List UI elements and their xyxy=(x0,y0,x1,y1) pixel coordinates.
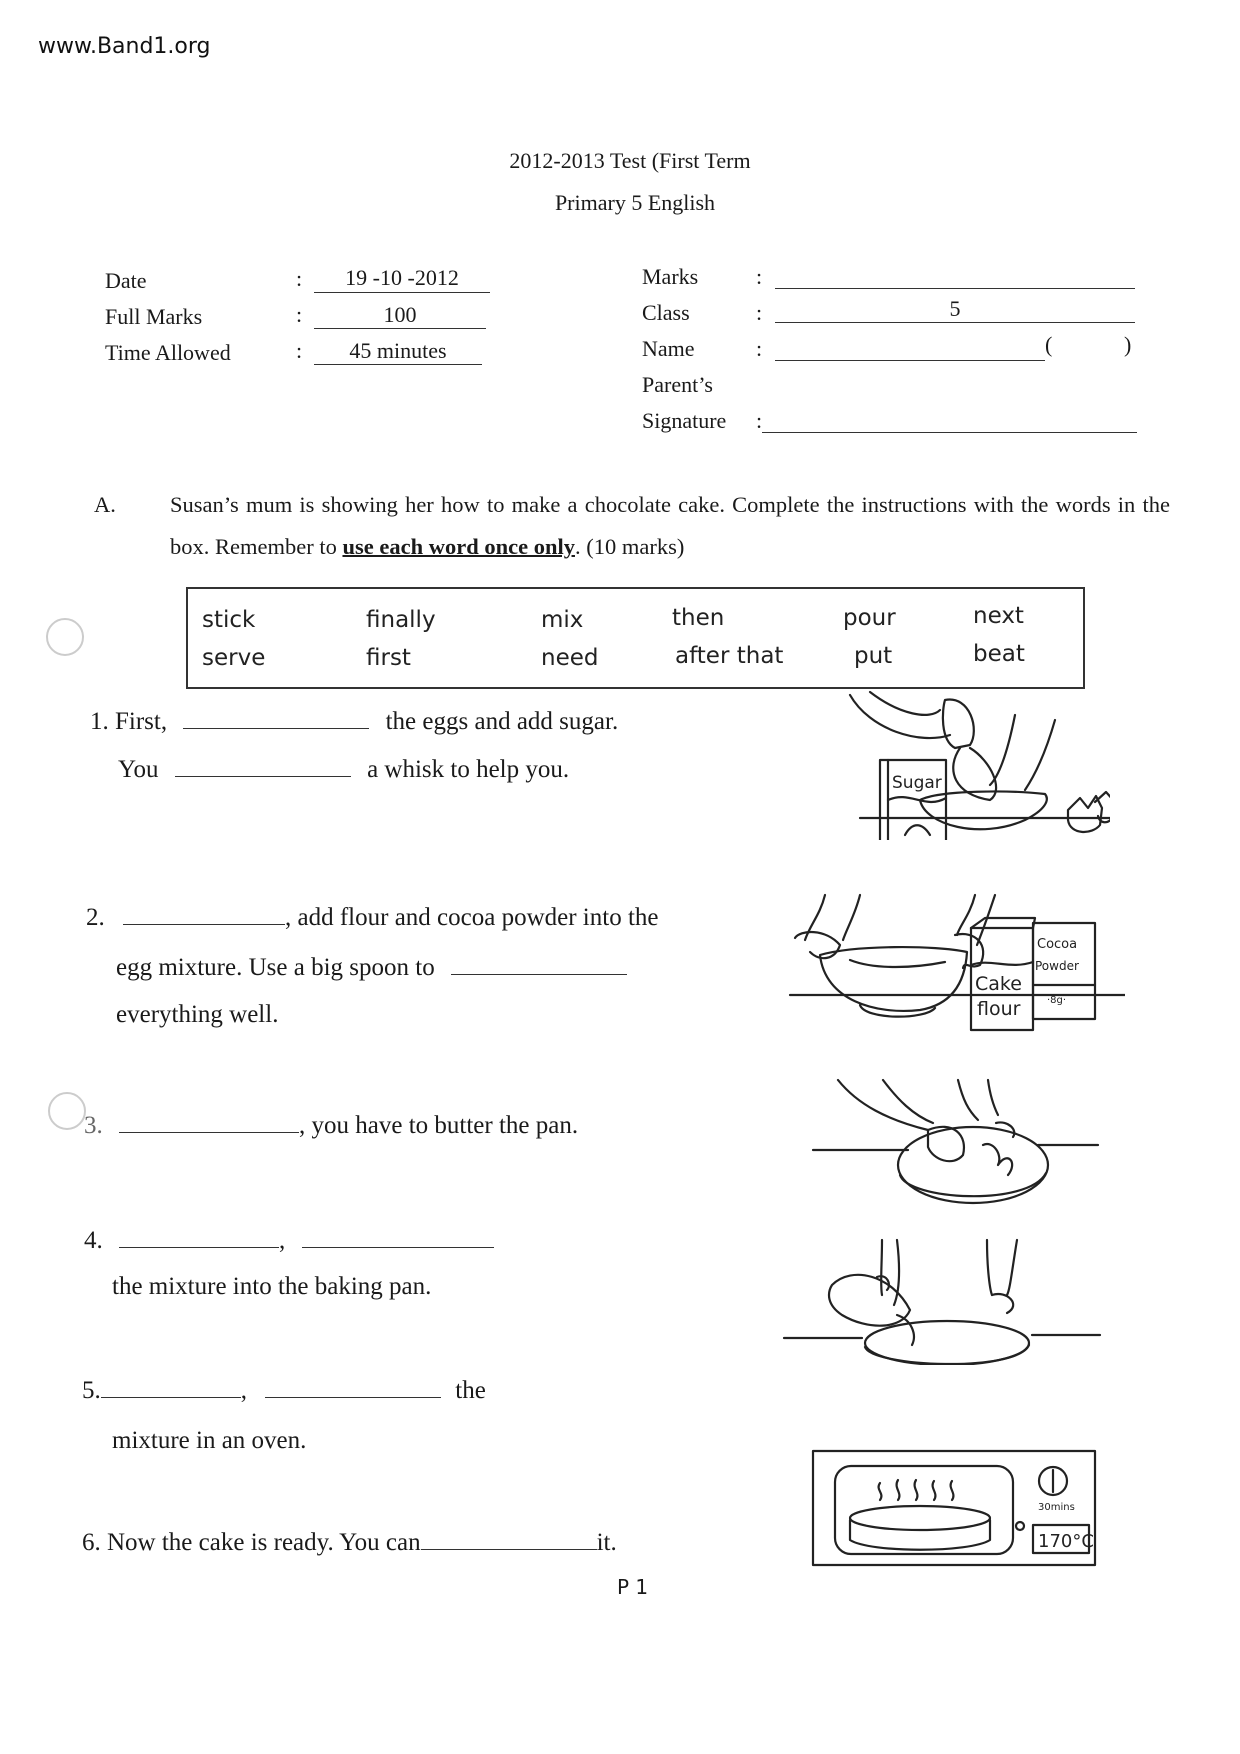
answer-blank-5[interactable] xyxy=(119,1110,299,1133)
cocoa-label-2: Powder xyxy=(1035,959,1079,973)
name-label: Name xyxy=(642,336,695,361)
question-number: 1. xyxy=(90,708,109,735)
question-2-line-3: everything well. xyxy=(116,1001,279,1028)
comma: , xyxy=(279,1227,286,1254)
cocoa-weight: ·8g· xyxy=(1047,995,1067,1006)
section-a-text xyxy=(170,484,1170,568)
cake-flour-label-2: flour xyxy=(977,998,1021,1020)
full-marks-value: 100 xyxy=(314,302,486,329)
word-item: stick xyxy=(202,607,256,633)
answer-blank-6[interactable] xyxy=(119,1225,279,1248)
instruction-text: Susan’s mum is showing her how to make a chocolate cake. Complete the instructions with the words in the box. Remember to xyxy=(170,492,1170,559)
question-text: You xyxy=(118,756,159,783)
word-item: beat xyxy=(973,641,1025,667)
question-3 xyxy=(84,1110,578,1140)
question-2-line-1 xyxy=(86,902,659,932)
colon: : xyxy=(296,338,303,363)
word-item: then xyxy=(672,605,725,631)
question-text: First, xyxy=(115,708,168,735)
question-number: 3. xyxy=(84,1112,103,1139)
word-box xyxy=(186,587,1085,689)
word-item: finally xyxy=(366,607,436,633)
parent-label: Parent’s xyxy=(642,372,713,397)
time-allowed-value: 45 minutes xyxy=(314,338,482,365)
question-text: a whisk to help you. xyxy=(367,756,570,783)
oven-timer: 30mins xyxy=(1038,1502,1075,1513)
punch-hole xyxy=(46,618,84,656)
answer-blank-2[interactable] xyxy=(175,754,351,777)
class-label: Class xyxy=(642,300,690,325)
mixing-flour-illustration xyxy=(785,890,1125,1040)
colon: : xyxy=(756,264,763,289)
date-label: Date xyxy=(105,268,147,293)
watermark: www.Band1.org xyxy=(38,34,211,59)
sugar-label: Sugar xyxy=(892,773,942,793)
comma: , xyxy=(240,1377,247,1404)
question-5-line-2: mixture in an oven. xyxy=(112,1427,307,1454)
instruction-marks: . (10 marks) xyxy=(574,534,685,559)
full-marks-label: Full Marks xyxy=(105,304,203,329)
marks-label: Marks xyxy=(642,264,699,289)
oven-temperature: 170°C xyxy=(1038,1531,1094,1552)
answer-blank-1[interactable] xyxy=(183,706,369,729)
beating-eggs-illustration xyxy=(830,690,1110,840)
parent-signature-field[interactable] xyxy=(762,406,1137,433)
class-number-bracket-open: ( xyxy=(1045,332,1053,357)
instruction-emphasis: use each word once only xyxy=(342,534,575,559)
word-item: put xyxy=(854,643,893,669)
question-4-line-2: the mixture into the baking pan. xyxy=(112,1273,432,1300)
question-5-line-1 xyxy=(82,1375,486,1405)
cocoa-label-1: Cocoa xyxy=(1037,937,1078,952)
question-text: it. xyxy=(596,1529,617,1556)
question-number: 2. xyxy=(86,904,105,931)
section-a-letter: A. xyxy=(94,492,116,517)
answer-blank-7[interactable] xyxy=(302,1225,494,1248)
question-number: 5. xyxy=(82,1377,101,1404)
signature-label: Signature xyxy=(642,408,727,433)
section-a-instructions xyxy=(94,484,1184,574)
answer-blank-10[interactable] xyxy=(421,1527,597,1550)
question-text: Now the cake is ready. You can xyxy=(107,1529,421,1556)
cake-flour-label-1: Cake xyxy=(975,973,1022,995)
word-item: mix xyxy=(541,607,584,633)
page-number: P 1 xyxy=(617,1575,649,1599)
colon: : xyxy=(296,266,303,291)
name-field[interactable] xyxy=(775,334,1045,361)
class-value: 5 xyxy=(949,296,961,321)
question-number: 4. xyxy=(84,1227,103,1254)
test-subtitle: Primary 5 English xyxy=(554,190,716,215)
word-item: pour xyxy=(843,605,896,631)
class-number-bracket-close: ) xyxy=(1124,332,1132,357)
word-item: next xyxy=(973,603,1024,629)
punch-hole xyxy=(48,1092,86,1130)
colon: : xyxy=(756,408,763,433)
time-allowed-label: Time Allowed xyxy=(105,340,231,365)
answer-blank-4[interactable] xyxy=(451,952,627,975)
word-item: serve xyxy=(202,645,266,671)
answer-blank-9[interactable] xyxy=(265,1375,441,1398)
colon: : xyxy=(756,336,763,361)
question-6 xyxy=(82,1527,617,1557)
colon: : xyxy=(296,302,303,327)
pour-mixture-illustration xyxy=(782,1235,1102,1365)
word-item: after that xyxy=(675,643,784,669)
butter-pan-illustration xyxy=(808,1075,1108,1215)
question-text: the eggs and add sugar. xyxy=(385,708,619,735)
question-1-line-1 xyxy=(90,706,618,736)
question-text: the xyxy=(455,1377,486,1404)
word-item: first xyxy=(366,645,411,671)
word-item: need xyxy=(541,645,599,671)
answer-blank-8[interactable] xyxy=(101,1375,241,1398)
test-title: 2012-2013 Test (First Term xyxy=(509,148,751,173)
question-text: egg mixture. Use a big spoon to xyxy=(116,954,435,981)
answer-blank-3[interactable] xyxy=(123,902,285,925)
marks-field[interactable] xyxy=(775,262,1135,289)
date-value: 19 -10 -2012 xyxy=(314,266,490,293)
question-2-line-2 xyxy=(116,952,627,982)
colon: : xyxy=(756,300,763,325)
question-text: , add flour and cocoa powder into the xyxy=(285,904,659,931)
question-text: , you have to butter the pan. xyxy=(299,1112,579,1139)
question-number: 6. xyxy=(82,1529,101,1556)
class-field[interactable] xyxy=(775,296,1135,323)
question-4-line-1 xyxy=(84,1225,494,1255)
question-1-line-2 xyxy=(118,754,569,784)
oven-illustration xyxy=(810,1448,1100,1570)
